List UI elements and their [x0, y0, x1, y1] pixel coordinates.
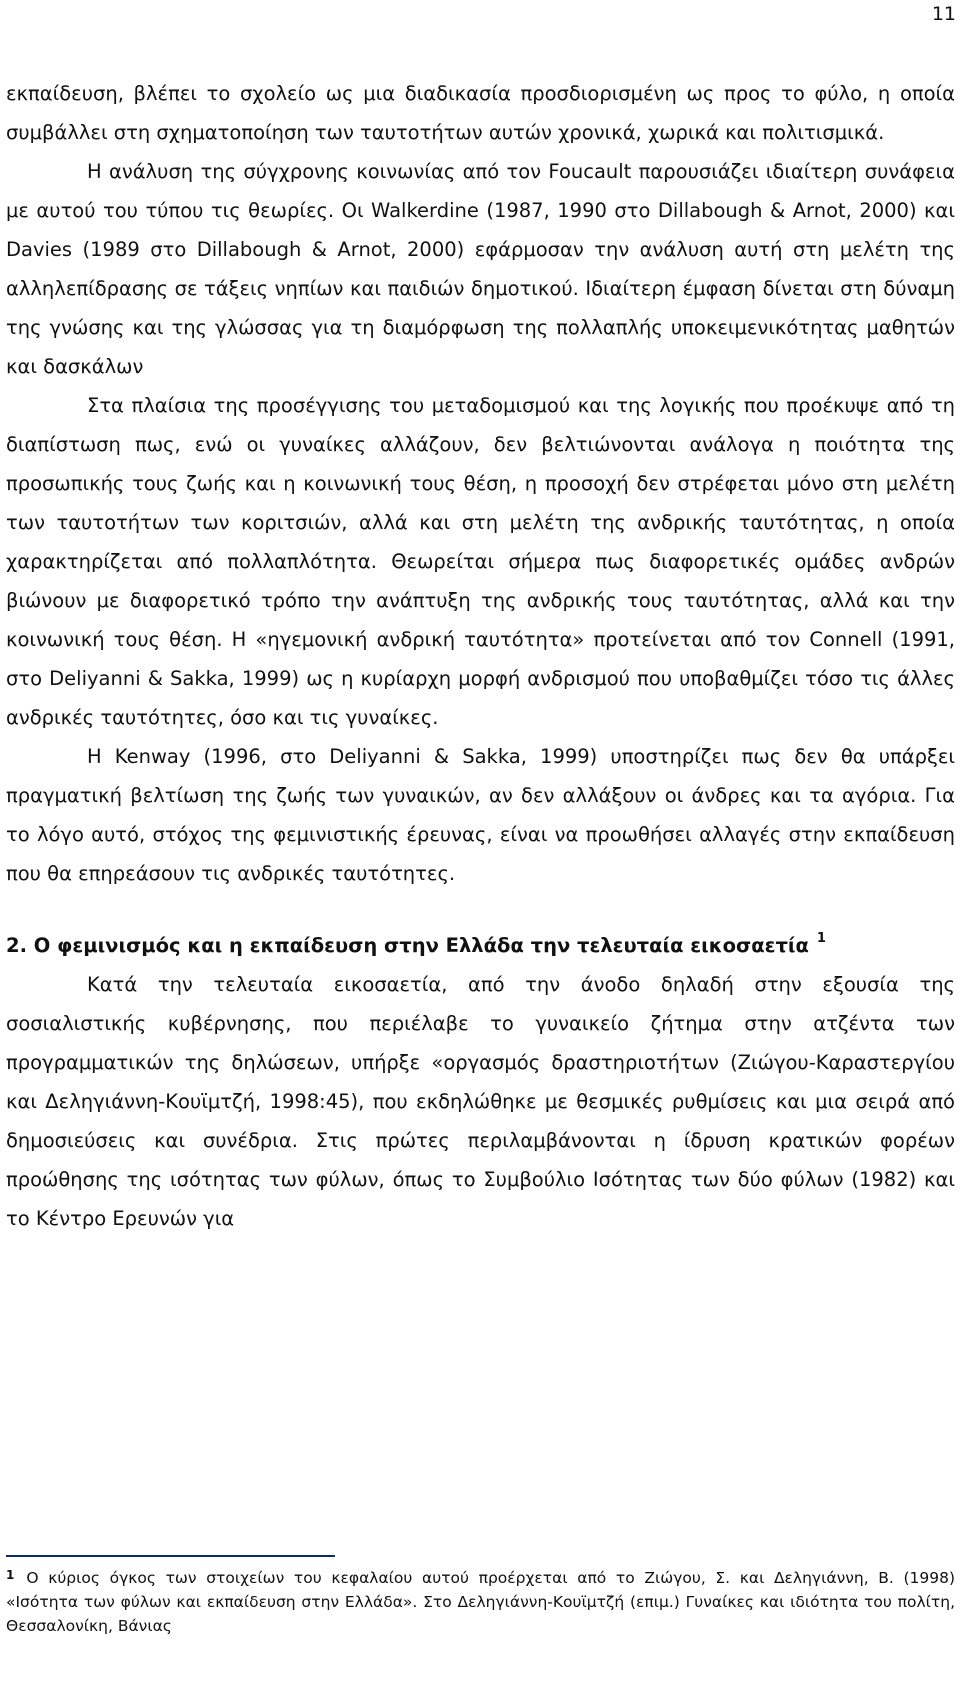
paragraph: Κατά την τελευταία εικοσαετία, από την άνοδο δηλαδή στην εξουσία της σοσιαλιστικής κυβέρνησης, που περιέλαβε το γυναικείο ζήτημα στην ατζέντα των προγραμματικών της δηλώσεων, υπήρξε «οργασμός δραστηριοτήτων (Ζιώγου-Καραστεργίου και Δεληγιάννη-Κουϊμτζή, 1998:45), που εκδηλώθηκε με θεσμικές ρυθμίσεις και μια σειρά από δημοσιεύσεις και συνέδρια. Στις πρώτες περιλαμβάνονται η ίδρυση κρατικών φορέων προώθησης της ισότητας των φύλων, όπως το Συμβούλιο Ισότητας των δύο φύλων (1982) και το Κέντρο Ερευνών για [6, 973, 955, 1230]
section-heading [6, 926, 955, 965]
paragraph: εκπαίδευση, βλέπει το σχολείο ως μια διαδικασία προσδιορισμένη ως προς το φύλο, η οποία συμβάλλει στη σχηματοποίηση των ταυτοτήτων αυτών χρονικά, χωρικά και πολιτισμικά. [6, 82, 955, 144]
footnote [6, 1566, 955, 1638]
footnote-divider [6, 1555, 335, 1557]
paragraph: Στα πλαίσια της προσέγγισης του μεταδομισμού και της λογικής που προέκυψε από τη διαπίστωση πως, ενώ οι γυναίκες αλλάζουν, δεν βελτιώνονται ανάλογα η ποιότητα της προσωπικής τους ζωής και η κοινωνική τους θέση, η προσοχή δεν στρέφεται μόνο στη μελέτη των ταυτοτήτων των κοριτσιών, αλλά και στη μελέτη της ανδρικής ταυτότητας, η οποία χαρακτηρίζεται από πολλαπλότητα. Θεωρείται σήμερα πως διαφορετικές ομάδες ανδρών βιώνουν με διαφορετικό τρόπο την ανάπτυξη της ανδρικής τους ταυτότητας, αλλά και την κοινωνική τους θέση. Η «ηγεμονική ανδρική ταυτότητα» προτείνεται από τον Connell (1991, στο Deliyanni & Sakka, 1999) ως η κυρίαρχη μορφή ανδρισμού που υποβαθμίζει τόσο τις άλλες ανδρικές ταυτότητες, όσο και τις γυναίκες. [6, 394, 955, 729]
footnote-marker: 1 [6, 1568, 15, 1582]
body-text [6, 74, 955, 1238]
page-number: 11 [931, 3, 956, 25]
footnote-reference[interactable]: 1 [816, 931, 826, 946]
footnote-text: Ο κύριος όγκος των στοιχείων του κεφαλαίου αυτού προέρχεται από το Ζιώγου, Σ. και Δεληγιάννη, Β. (1998) «Ισότητα των φύλων και εκπαίδευση στην Ελλάδα». Στο Δεληγιάννη-Κουϊμτζή (επιμ.) Γυναίκες και ιδιότητα του πολίτη, Θεσσαλονίκη, Βάνιας [6, 1569, 955, 1635]
section-heading-text: 2. Ο φεμινισμός και η εκπαίδευση στην Ελλάδα την τελευταία εικοσαετία [6, 934, 809, 957]
paragraph: Η Kenway (1996, στο Deliyanni & Sakka, 1999) υποστηρίζει πως δεν θα υπάρξει πραγματική βελτίωση της ζωής των γυναικών, αν δεν αλλάξουν οι άνδρες και τα αγόρια. Για το λόγο αυτό, στόχος της φεμινιστικής έρευνας, είναι να προωθήσει αλλαγές στην εκπαίδευση που θα επηρεάσουν τις ανδρικές ταυτότητες. [6, 745, 955, 885]
paragraph: Η ανάλυση της σύγχρονης κοινωνίας από τον Foucault παρουσιάζει ιδιαίτερη συνάφεια με αυτού του τύπου τις θεωρίες. Οι Walkerdine (1987, 1990 στο Dillabough & Arnot, 2000) και Davies (1989 στο Dillabough & Arnot, 2000) εφάρμοσαν την ανάλυση αυτή στη μελέτη της αλληλεπίδρασης σε τάξεις νηπίων και παιδιών δημοτικού. Ιδιαίτερη έμφαση δίνεται στη δύναμη της γνώσης και της γλώσσας για τη διαμόρφωση της πολλαπλής υποκειμενικότητας μαθητών και δασκάλων [6, 160, 955, 378]
